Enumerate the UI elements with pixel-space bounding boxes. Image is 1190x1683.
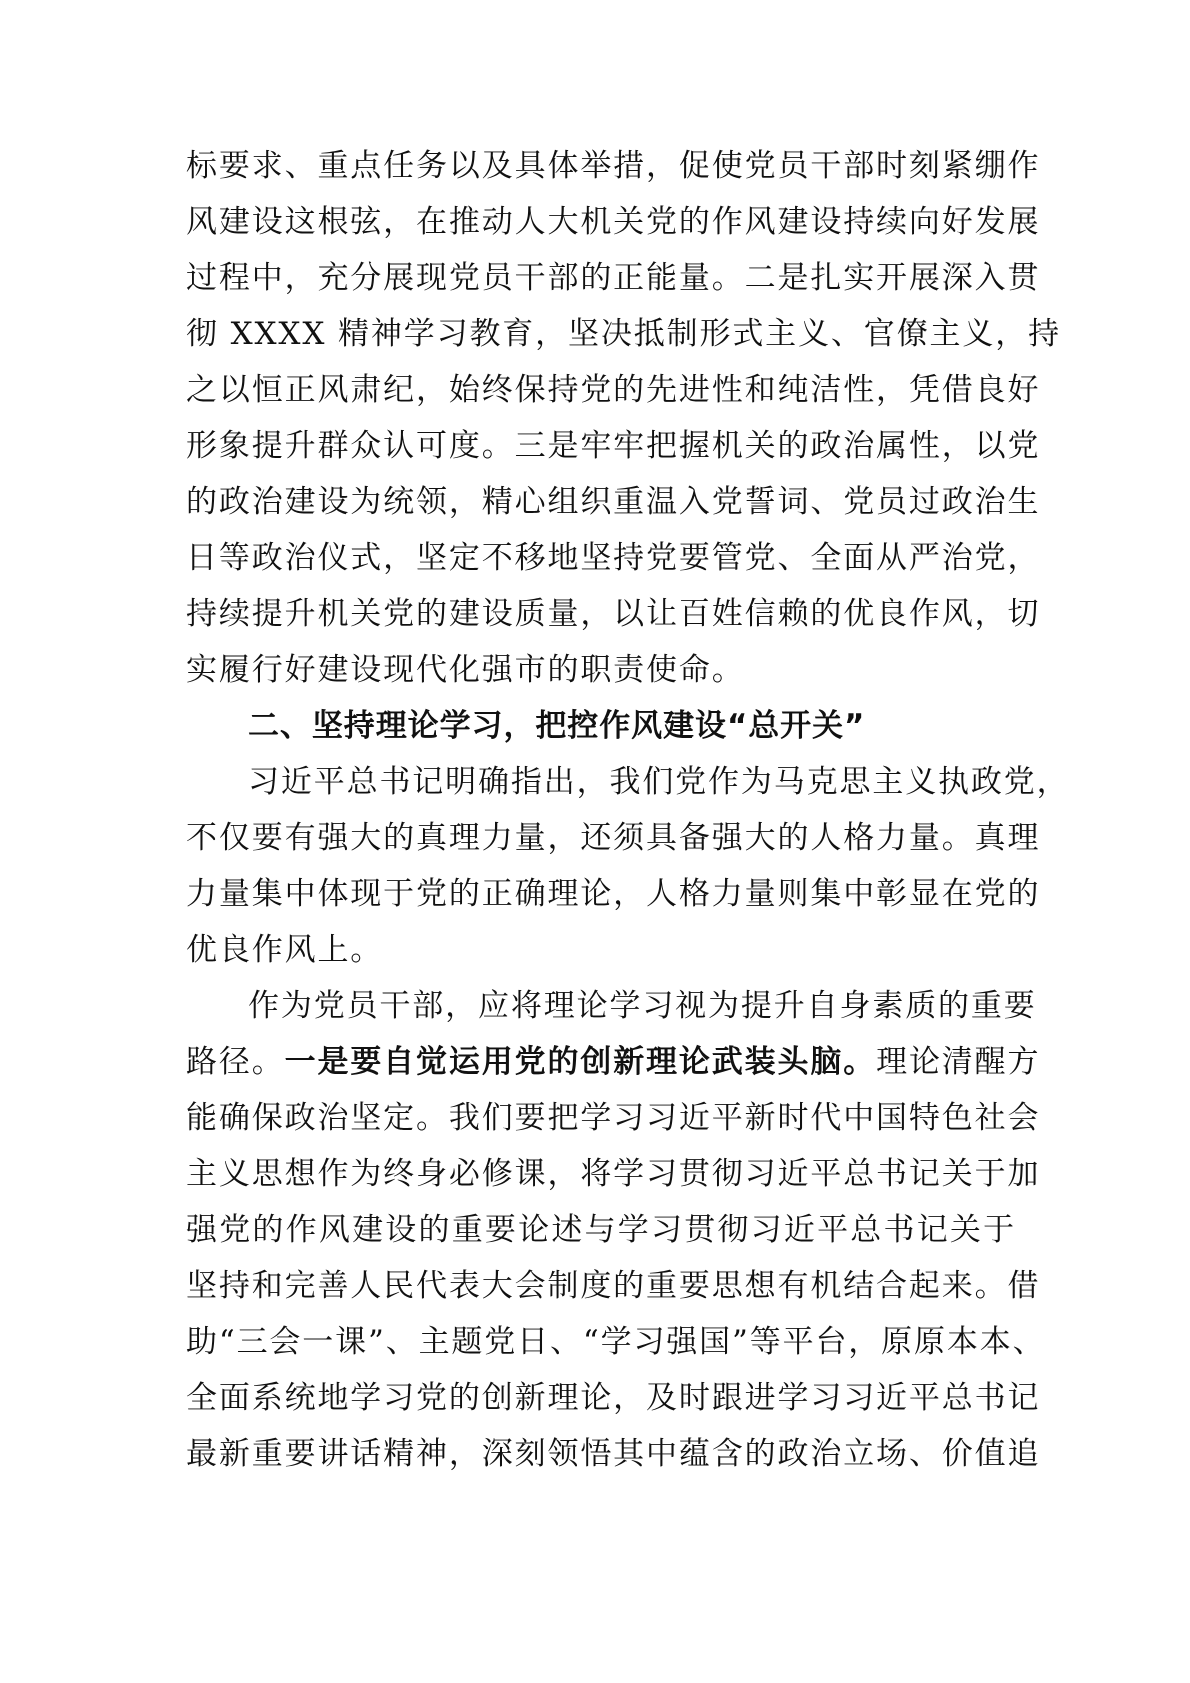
para1-line-4: 彻 XXXX 精神学习教育，坚决抵制形式主义、官僚主义，持	[186, 316, 1061, 352]
para1-line-3: 过程中，充分展现党员干部的正能量。二是扎实开展深入贯	[186, 260, 1041, 296]
para1-line-9: 持续提升机关党的建设质量，以让百姓信赖的优良作风，切	[186, 596, 1041, 632]
para3-line-9: 最新重要讲话精神，深刻领悟其中蕴含的政治立场、价值追	[186, 1436, 1041, 1472]
para3-line-3: 能确保政治坚定。我们要把学习习近平新时代中国特色社会	[186, 1100, 1041, 1136]
para2-line-2: 不仅要有强大的真理力量，还须具备强大的人格力量。真理	[186, 820, 1041, 856]
para3-line-8: 全面系统地学习党的创新理论，及时跟进学习习近平总书记	[186, 1380, 1041, 1416]
para3-line-7: 助“三会一课”、主题党日、“学习强国”等平台，原原本本、	[186, 1324, 1046, 1360]
body-text	[186, 138, 1070, 1482]
para2-line-3: 力量集中体现于党的正确理论，人格力量则集中彰显在党的	[186, 876, 1041, 912]
para3-line-2-start: 路径。	[186, 1044, 285, 1080]
para1-line-8: 日等政治仪式，坚定不移地坚持党要管党、全面从严治党，	[186, 540, 1041, 576]
para3-line-6: 坚持和完善人民代表大会制度的重要思想有机结合起来。借	[186, 1268, 1041, 1304]
para3-line-2-end: 理论清醒方	[876, 1044, 1041, 1080]
para1-line-6: 形象提升群众认可度。三是牢牢把握机关的政治属性，以党	[186, 428, 1041, 464]
para1-line-5: 之以恒正风肃纪，始终保持党的先进性和纯洁性，凭借良好	[186, 372, 1041, 408]
para3-bold-point: 一是要自觉运用党的创新理论武装头脑。	[284, 1044, 877, 1080]
para2-line-4: 优良作风上。	[186, 932, 384, 968]
para2-line-1: 习近平总书记明确指出，我们党作为马克思主义执政党，	[248, 764, 1070, 800]
para1-line-10: 实履行好建设现代化强市的职责使命。	[186, 652, 745, 688]
para1-line-2: 风建设这根弦，在推动人大机关党的作风建设持续向好发展	[186, 204, 1041, 240]
para3-line-1: 作为党员干部，应将理论学习视为提升自身素质的重要	[248, 988, 1037, 1024]
para1-line-1: 标要求、重点任务以及具体举措，促使党员干部时刻紧绷作	[186, 148, 1041, 184]
para1-line-7: 的政治建设为统领，精心组织重温入党誓词、党员过政治生	[186, 484, 1041, 520]
para3-line-5: 强党的作风建设的重要论述与学习贯彻习近平总书记关于	[186, 1212, 1016, 1248]
section-heading: 二、坚持理论学习，把控作风建设“总开关”	[248, 708, 866, 744]
para3-line-4: 主义思想作为终身必修课，将学习贯彻习近平总书记关于加	[186, 1156, 1041, 1192]
para3-line-2	[186, 1034, 1041, 1090]
